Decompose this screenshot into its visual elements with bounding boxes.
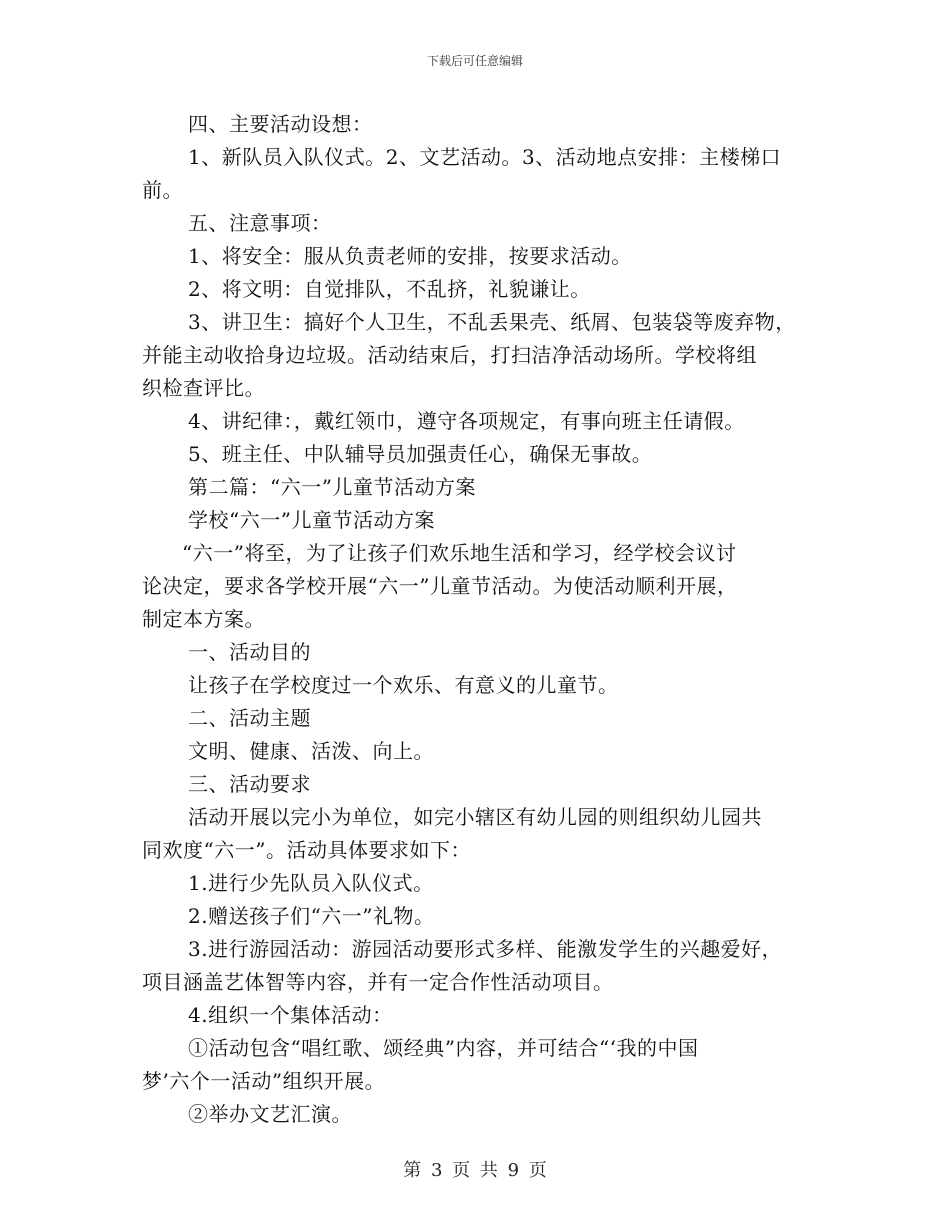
list-item: 5、班主任、中队辅导员加强责任心，确保无事故。: [188, 442, 653, 466]
paragraph-line: 并能主动收拾身边垃圾。活动结束后，打扫洁净活动场所。学校将组: [142, 343, 757, 367]
paragraph-line: 同欢度“六一”。活动具体要求如下：: [142, 838, 471, 862]
paragraph-line: 项目涵盖艺体智等内容，并有一定合作性活动项目。: [142, 970, 614, 994]
paragraph-line: 1、新队员入队仪式。2、文艺活动。3、活动地点安排：主楼梯口: [188, 145, 782, 169]
list-item: 2.赠送孩子们“六一”礼物。: [188, 904, 435, 928]
list-item: 4、讲纪律：，戴红领巾，遵守各项规定，有事向班主任请假。: [188, 409, 745, 433]
paragraph-line: 织检查评比。: [142, 376, 265, 400]
paragraph-line: 文明、健康、活泼、向上。: [188, 739, 434, 763]
list-item: 1.进行少先队员入队仪式。: [188, 871, 434, 895]
section-heading-5: 五、注意事项：: [188, 211, 332, 235]
list-item: 4.组织一个集体活动：: [188, 1003, 393, 1027]
section-heading-2: 二、活动主题: [188, 706, 311, 730]
list-item: ②举办文艺汇演。: [188, 1102, 352, 1126]
paragraph-line: 前。: [142, 178, 183, 202]
list-item: 1、将安全：服从负责老师的安排，按要求活动。: [188, 244, 632, 268]
document-body: [142, 108, 822, 1131]
chapter-title: 第二篇：“六一”儿童节活动方案: [188, 475, 476, 499]
page-number: 第 3 页 共 9 页: [403, 1160, 547, 1181]
page-header: 下载后可任意编辑: [426, 54, 523, 68]
paragraph-line: “六一”将至，为了让孩子们欢乐地生活和学习，经学校会议讨: [182, 541, 737, 565]
section-heading-4: 四、主要活动设想：: [188, 112, 373, 136]
list-item: 3、讲卫生：搞好个人卫生，不乱丢果壳、纸屑、包装袋等废弃物，: [188, 310, 796, 334]
list-item: ①活动包含“唱红歌、颂经典”内容，并可结合“‘我的中国: [188, 1036, 699, 1060]
section-heading-1: 一、活动目的: [188, 640, 311, 664]
paragraph-line: 制定本方案。: [142, 607, 265, 631]
document-title: 学校“六一”儿童节活动方案: [188, 508, 435, 532]
section-heading-3: 三、活动要求: [188, 772, 311, 796]
paragraph-line: 活动开展以完小为单位，如完小辖区有幼儿园的则组织幼儿园共: [188, 805, 762, 829]
paragraph-line: 梦’六个一活动”组织开展。: [142, 1069, 386, 1093]
list-item: 3.进行游园活动：游园活动要形式多样、能激发学生的兴趣爱好，: [188, 937, 783, 961]
paragraph-line: 让孩子在学校度过一个欢乐、有意义的儿童节。: [188, 673, 619, 697]
list-item: 2、将文明：自觉排队，不乱挤，礼貌谦让。: [188, 277, 591, 301]
paragraph-line: 论决定，要求各学校开展“六一”儿童节活动。为使活动顺利开展，: [142, 574, 738, 598]
